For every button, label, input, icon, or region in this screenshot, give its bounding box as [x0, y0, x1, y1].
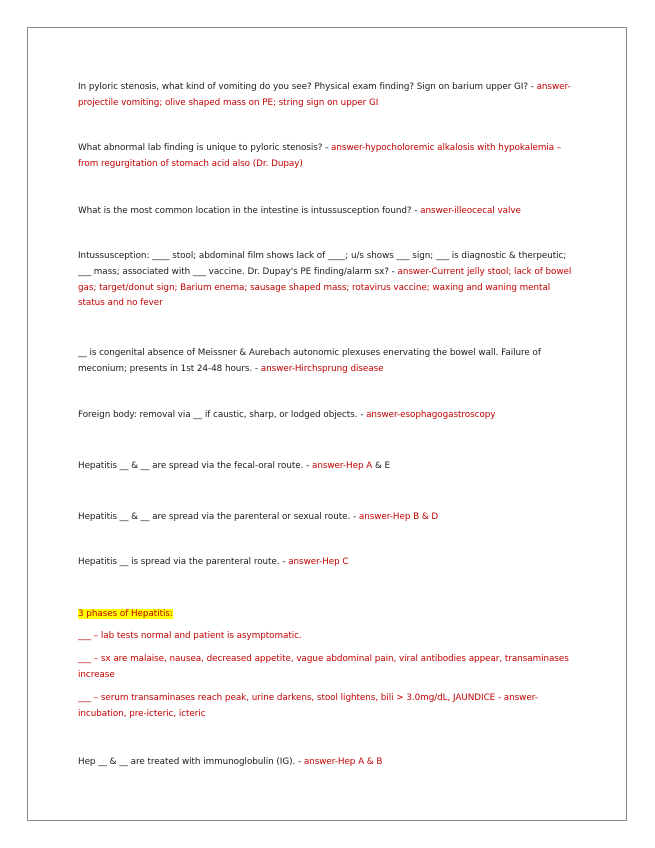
answer-text: answer-Hep A: [311, 461, 373, 471]
answer-text: answer-Hep A & B: [303, 757, 383, 767]
phases-heading: [78, 607, 578, 623]
answer-text: answer-illeocecal valve: [420, 206, 521, 216]
question-text: What is the most common location in the intestine is intussusception found? -: [78, 206, 421, 216]
qa-item: [78, 249, 578, 312]
qa-item: [78, 755, 578, 771]
answer-text: answer-Hep B & D: [358, 512, 439, 522]
qa-item: [78, 141, 578, 173]
question-text: Hepatitis __ is spread via the parenteral route. -: [78, 557, 289, 567]
qa-item: [78, 346, 578, 378]
qa-item: [78, 80, 578, 112]
phase-item: ___ – lab tests normal and patient is asymptomatic.: [78, 631, 302, 641]
answer-text: answer-esophagogastroscopy: [366, 410, 496, 420]
answer-text: answer-projectile vomiting; olive shaped mass on PE; string sign on upper GI: [78, 82, 571, 108]
qa-item: [78, 408, 578, 424]
question-text: Foreign body: removal via __ if caustic, sharp, or lodged objects. -: [78, 410, 367, 420]
question-text: In pyloric stenosis, what kind of vomiting do you see? Physical exam finding? Sign on barium upper GI? -: [78, 82, 537, 92]
answer-text: answer-Hep C: [288, 557, 349, 567]
answer-text: answer-Current jelly stool; lack of bowel gas; target/donut sign; Barium enema; sausage shaped mass; rotavirus vaccine; waxing and waning mental status and no fever: [78, 266, 572, 309]
question-text: __ is congenital absence of Meissner & Aurebach autonomic plexuses enervating the bowel wall. Failure of meconium; presents in 1st 24-48 hours. -: [78, 348, 541, 374]
question-text: Intussusception: ____ stool; abdominal film shows lack of ____; u/s shows ___ sign; ___ is diagnostic & therpeutic; ___ mass; associated with ___ vaccine. Dr. Dupay's PE finding/alarm sx? -: [78, 251, 567, 277]
qa-item: [78, 459, 578, 475]
answer-text: answer-hypocholoremic alkalosis with hypokalemia – from regurgitation of stomach acid also (Dr. Dupay): [78, 143, 562, 169]
phase-item: ___ – serum transaminases reach peak, urine darkens, stool lightens, bili > 3.0mg/dL, JAUNDICE - answer-incubation, pre-icteric, icteric: [78, 693, 538, 719]
qa-item: [78, 204, 578, 220]
question-text: What abnormal lab finding is unique to pyloric stenosis? -: [78, 143, 332, 153]
question-text: Hepatitis __ & __ are spread via the parenteral or sexual route. -: [78, 512, 359, 522]
question-text: Hepatitis __ & __ are spread via the fecal-oral route. -: [78, 461, 312, 471]
phase-item: ___ – sx are malaise, nausea, decreased appetite, vague abdominal pain, viral antibodies appear, transaminases increase: [78, 654, 569, 680]
qa-item: [78, 555, 578, 571]
answer-text: answer-Hirchsprung disease: [260, 363, 384, 374]
question-text: Hep __ & __ are treated with immunoglobulin (IG). -: [78, 757, 304, 767]
answer-tail-text: & E: [372, 461, 391, 471]
highlighted-heading: 3 phases of Hepatitis:: [78, 609, 173, 619]
qa-item: [78, 510, 578, 526]
document-page: [27, 27, 627, 821]
